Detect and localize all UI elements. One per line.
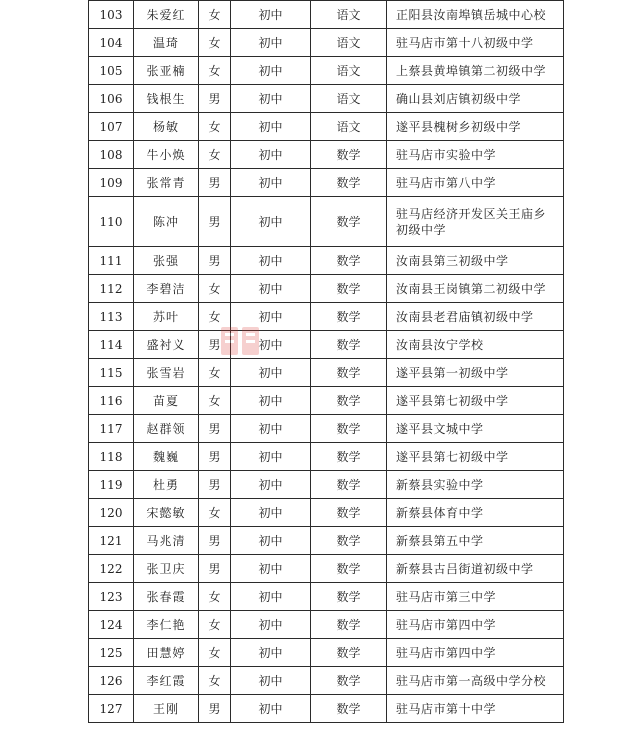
- cell-name: 张卫庆: [134, 555, 199, 583]
- cell-subject: 数学: [311, 583, 387, 611]
- cell-name: 王刚: [134, 695, 199, 723]
- cell-name: 陈冲: [134, 197, 199, 247]
- cell-subject: 数学: [311, 275, 387, 303]
- table-row: [89, 415, 564, 443]
- table-row: [89, 113, 564, 141]
- cell-gender: 男: [199, 85, 231, 113]
- cell-number: 127: [89, 695, 134, 723]
- cell-gender: 女: [199, 583, 231, 611]
- cell-name: 田慧婷: [134, 639, 199, 667]
- cell-level: 初中: [231, 639, 311, 667]
- cell-number: 109: [89, 169, 134, 197]
- cell-school: 遂平县第一初级中学: [387, 359, 564, 387]
- table-row: [89, 331, 564, 359]
- cell-level: 初中: [231, 695, 311, 723]
- cell-gender: 女: [199, 611, 231, 639]
- cell-level: 初中: [231, 57, 311, 85]
- cell-gender: 女: [199, 141, 231, 169]
- cell-name: 朱爱红: [134, 1, 199, 29]
- cell-number: 113: [89, 303, 134, 331]
- cell-level: 初中: [231, 85, 311, 113]
- cell-gender: 女: [199, 359, 231, 387]
- cell-name: 张常青: [134, 169, 199, 197]
- table-row: [89, 527, 564, 555]
- cell-gender: 男: [199, 197, 231, 247]
- cell-subject: 数学: [311, 331, 387, 359]
- cell-level: 初中: [231, 169, 311, 197]
- cell-gender: 男: [199, 695, 231, 723]
- cell-subject: 数学: [311, 141, 387, 169]
- cell-name: 张亚楠: [134, 57, 199, 85]
- cell-gender: 男: [199, 415, 231, 443]
- cell-subject: 数学: [311, 499, 387, 527]
- cell-school: 新蔡县第五中学: [387, 527, 564, 555]
- cell-school: 遂平县槐树乡初级中学: [387, 113, 564, 141]
- cell-subject: 数学: [311, 197, 387, 247]
- cell-number: 103: [89, 1, 134, 29]
- cell-number: 108: [89, 141, 134, 169]
- cell-school: 正阳县汝南埠镇岳城中心校: [387, 1, 564, 29]
- cell-subject: 数学: [311, 415, 387, 443]
- cell-number: 125: [89, 639, 134, 667]
- cell-school: 上蔡县黄埠镇第二初级中学: [387, 57, 564, 85]
- cell-subject: 数学: [311, 667, 387, 695]
- table-row: [89, 57, 564, 85]
- cell-name: 李仁艳: [134, 611, 199, 639]
- cell-school: 驻马店市第三中学: [387, 583, 564, 611]
- cell-level: 初中: [231, 527, 311, 555]
- cell-gender: 男: [199, 471, 231, 499]
- cell-gender: 女: [199, 29, 231, 57]
- table-row: [89, 695, 564, 723]
- cell-name: 张雪岩: [134, 359, 199, 387]
- cell-subject: 数学: [311, 387, 387, 415]
- cell-name: 张春霞: [134, 583, 199, 611]
- cell-level: 初中: [231, 197, 311, 247]
- cell-number: 114: [89, 331, 134, 359]
- cell-subject: 数学: [311, 169, 387, 197]
- cell-number: 118: [89, 443, 134, 471]
- cell-gender: 女: [199, 57, 231, 85]
- cell-name: 苗夏: [134, 387, 199, 415]
- cell-level: 初中: [231, 471, 311, 499]
- cell-school: 驻马店市第四中学: [387, 639, 564, 667]
- cell-gender: 男: [199, 169, 231, 197]
- cell-name: 苏叶: [134, 303, 199, 331]
- cell-school: 遂平县文城中学: [387, 415, 564, 443]
- cell-name: 杨敏: [134, 113, 199, 141]
- cell-gender: 男: [199, 443, 231, 471]
- cell-number: 123: [89, 583, 134, 611]
- cell-school: 遂平县第七初级中学: [387, 387, 564, 415]
- cell-level: 初中: [231, 331, 311, 359]
- cell-number: 110: [89, 197, 134, 247]
- cell-name: 杜勇: [134, 471, 199, 499]
- cell-name: 牛小焕: [134, 141, 199, 169]
- cell-subject: 语文: [311, 29, 387, 57]
- cell-subject: 数学: [311, 611, 387, 639]
- table-row: [89, 1, 564, 29]
- cell-level: 初中: [231, 443, 311, 471]
- cell-level: 初中: [231, 29, 311, 57]
- cell-school: 新蔡县实验中学: [387, 471, 564, 499]
- cell-name: 盛衬义: [134, 331, 199, 359]
- cell-school: 驻马店市第四中学: [387, 611, 564, 639]
- cell-number: 117: [89, 415, 134, 443]
- cell-gender: 女: [199, 1, 231, 29]
- cell-number: 124: [89, 611, 134, 639]
- cell-gender: 男: [199, 247, 231, 275]
- table-row: [89, 247, 564, 275]
- cell-number: 119: [89, 471, 134, 499]
- cell-level: 初中: [231, 359, 311, 387]
- roster-table-body: [89, 1, 564, 723]
- cell-number: 120: [89, 499, 134, 527]
- cell-gender: 女: [199, 639, 231, 667]
- cell-number: 122: [89, 555, 134, 583]
- cell-level: 初中: [231, 1, 311, 29]
- cell-name: 钱根生: [134, 85, 199, 113]
- table-row: [89, 169, 564, 197]
- cell-number: 107: [89, 113, 134, 141]
- cell-gender: 男: [199, 527, 231, 555]
- cell-level: 初中: [231, 583, 311, 611]
- cell-level: 初中: [231, 667, 311, 695]
- cell-school: 汝南县第三初级中学: [387, 247, 564, 275]
- table-row: [89, 667, 564, 695]
- cell-gender: 女: [199, 499, 231, 527]
- cell-level: 初中: [231, 611, 311, 639]
- cell-number: 111: [89, 247, 134, 275]
- cell-school: 汝南县王岗镇第二初级中学: [387, 275, 564, 303]
- cell-gender: 女: [199, 667, 231, 695]
- cell-level: 初中: [231, 303, 311, 331]
- table-row: [89, 303, 564, 331]
- cell-gender: 男: [199, 331, 231, 359]
- table-row: [89, 85, 564, 113]
- cell-number: 116: [89, 387, 134, 415]
- cell-school: 驻马店市第十中学: [387, 695, 564, 723]
- table-row: [89, 197, 564, 247]
- cell-school: 驻马店市第一高级中学分校: [387, 667, 564, 695]
- cell-name: 宋懿敏: [134, 499, 199, 527]
- table-row: [89, 387, 564, 415]
- cell-school: 驻马店市第十八初级中学: [387, 29, 564, 57]
- cell-name: 温琦: [134, 29, 199, 57]
- cell-name: 魏巍: [134, 443, 199, 471]
- table-row: [89, 359, 564, 387]
- cell-school: 驻马店经济开发区关王庙乡初级中学: [387, 197, 564, 247]
- cell-level: 初中: [231, 499, 311, 527]
- cell-subject: 数学: [311, 303, 387, 331]
- cell-subject: 语文: [311, 113, 387, 141]
- cell-subject: 数学: [311, 471, 387, 499]
- cell-level: 初中: [231, 141, 311, 169]
- cell-name: 李红霞: [134, 667, 199, 695]
- cell-subject: 数学: [311, 639, 387, 667]
- cell-level: 初中: [231, 555, 311, 583]
- cell-subject: 语文: [311, 1, 387, 29]
- cell-school: 遂平县第七初级中学: [387, 443, 564, 471]
- cell-level: 初中: [231, 247, 311, 275]
- cell-name: 马兆清: [134, 527, 199, 555]
- table-row: [89, 583, 564, 611]
- table-row: [89, 499, 564, 527]
- table-row: [89, 611, 564, 639]
- cell-subject: 语文: [311, 57, 387, 85]
- table-row: [89, 555, 564, 583]
- table-row: [89, 29, 564, 57]
- cell-level: 初中: [231, 113, 311, 141]
- cell-school: 汝南县汝宁学校: [387, 331, 564, 359]
- cell-name: 赵群领: [134, 415, 199, 443]
- cell-subject: 数学: [311, 247, 387, 275]
- cell-name: 张强: [134, 247, 199, 275]
- cell-gender: 女: [199, 275, 231, 303]
- table-row: [89, 443, 564, 471]
- roster-table: [88, 0, 564, 723]
- cell-name: 李碧洁: [134, 275, 199, 303]
- cell-gender: 女: [199, 113, 231, 141]
- cell-gender: 男: [199, 555, 231, 583]
- cell-number: 105: [89, 57, 134, 85]
- cell-number: 121: [89, 527, 134, 555]
- cell-school: 新蔡县体育中学: [387, 499, 564, 527]
- cell-number: 115: [89, 359, 134, 387]
- cell-school: 新蔡县古吕街道初级中学: [387, 555, 564, 583]
- table-row: [89, 275, 564, 303]
- cell-level: 初中: [231, 387, 311, 415]
- cell-school: 汝南县老君庙镇初级中学: [387, 303, 564, 331]
- cell-school: 确山县刘店镇初级中学: [387, 85, 564, 113]
- cell-gender: 女: [199, 303, 231, 331]
- cell-subject: 数学: [311, 443, 387, 471]
- table-row: [89, 471, 564, 499]
- cell-school: 驻马店市第八中学: [387, 169, 564, 197]
- cell-subject: 语文: [311, 85, 387, 113]
- cell-subject: 数学: [311, 527, 387, 555]
- cell-subject: 数学: [311, 359, 387, 387]
- table-row: [89, 141, 564, 169]
- cell-number: 106: [89, 85, 134, 113]
- cell-gender: 女: [199, 387, 231, 415]
- cell-school: 驻马店市实验中学: [387, 141, 564, 169]
- table-row: [89, 639, 564, 667]
- cell-number: 104: [89, 29, 134, 57]
- cell-number: 112: [89, 275, 134, 303]
- cell-subject: 数学: [311, 695, 387, 723]
- cell-level: 初中: [231, 275, 311, 303]
- cell-level: 初中: [231, 415, 311, 443]
- cell-number: 126: [89, 667, 134, 695]
- cell-subject: 数学: [311, 555, 387, 583]
